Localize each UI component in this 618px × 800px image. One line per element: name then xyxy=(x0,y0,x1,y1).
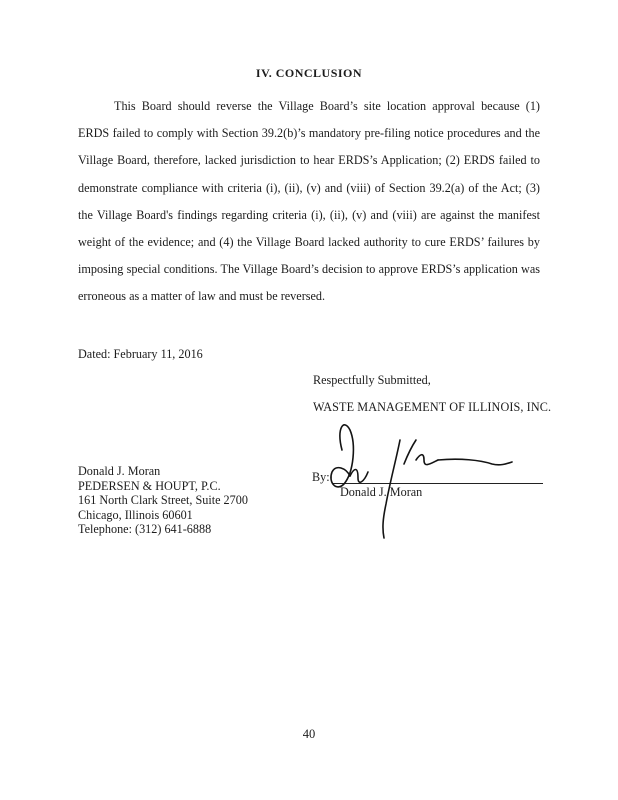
by-label: By: xyxy=(312,470,330,484)
attorney-block xyxy=(78,464,248,537)
date-line: Dated: February 11, 2016 xyxy=(78,347,203,361)
section-heading: IV. CONCLUSION xyxy=(255,66,363,80)
page-number: 40 xyxy=(302,727,316,741)
signer-name: Donald J. Moran xyxy=(340,485,423,499)
attorney-name: Donald J. Moran xyxy=(78,464,161,478)
handwritten-signature-icon xyxy=(320,420,520,545)
company-name: WASTE MANAGEMENT OF ILLINOIS, INC. xyxy=(313,400,552,414)
address-line-2: Chicago, Illinois 60601 xyxy=(78,507,193,522)
telephone: Telephone: (312) 641-6888 xyxy=(78,522,212,537)
conclusion-paragraph: This Board should reverse the Village Board’s site location approval because (1) ERDS failed to comply with Section 39.2(b)’s mandatory pre-filing notice procedures and the Village Board, therefore, lacked jurisdiction to hear ERDS’s Application; (2) ERDS failed to demonstrate compliance with criteria (i), (ii), (v) and (viii) of Section 39.2(a) of the Act; (3) the Village Board's findings regarding criteria (i), (ii), (v) and (viii) are against the manifest weight of the evidence; and (4) the Village Board lacked authority to cure ERDS’ failures by imposing special conditions. The Village Board’s decision to approve ERDS’s application was erroneous as a matter of law and must be reversed. xyxy=(78,99,540,304)
law-firm: PEDERSEN & HOUPT, P.C. xyxy=(78,478,221,493)
closing-line: Respectfully Submitted, xyxy=(313,373,431,387)
address-line-1: 161 North Clark Street, Suite 2700 xyxy=(78,493,248,508)
